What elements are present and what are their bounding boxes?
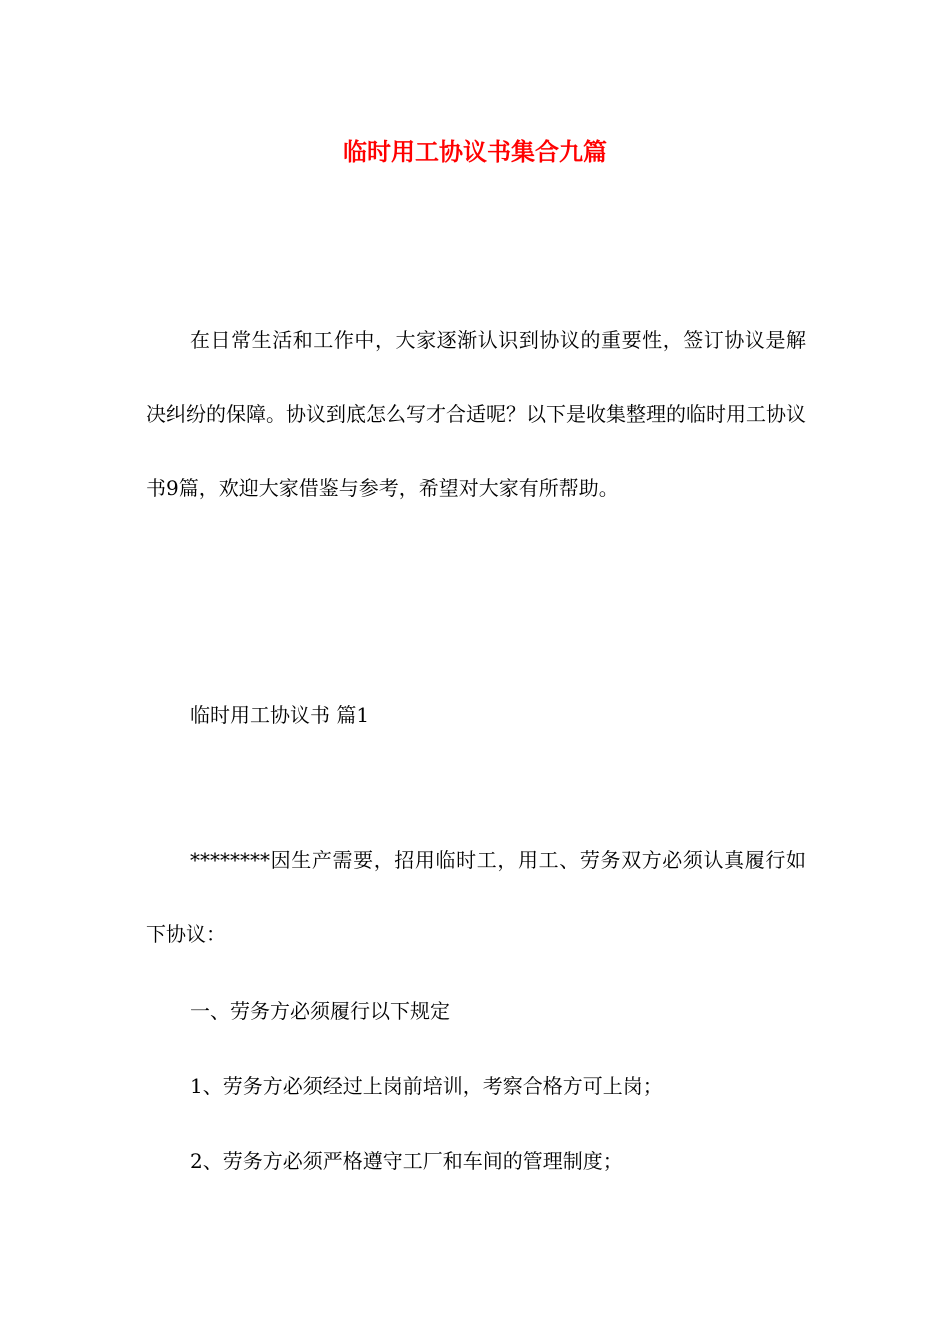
intro-paragraph: 在日常生活和工作中，大家逐渐认识到协议的重要性，签订协议是解决纠纷的保障。协议到底怎么写才合适呢？以下是收集整理的临时用工协议书9篇，欢迎大家借鉴与参考，希望对大家有所帮助。 bbox=[146, 328, 806, 500]
clause-heading: 一、劳务方必须履行以下规定 bbox=[190, 999, 450, 1023]
document-title: 临时用工协议书集合九篇 bbox=[343, 138, 607, 166]
clause-item: 1、劳务方必须经过上岗前培训，考察合格方可上岗； bbox=[190, 1074, 663, 1098]
clause-item: 2、劳务方必须严格遵守工厂和车间的管理制度； bbox=[190, 1149, 623, 1173]
section-intro-paragraph: ********因生产需要，招用临时工，用工、劳务双方必须认真履行如下协议： bbox=[146, 848, 806, 946]
section-heading: 临时用工协议书 篇1 bbox=[190, 703, 370, 727]
